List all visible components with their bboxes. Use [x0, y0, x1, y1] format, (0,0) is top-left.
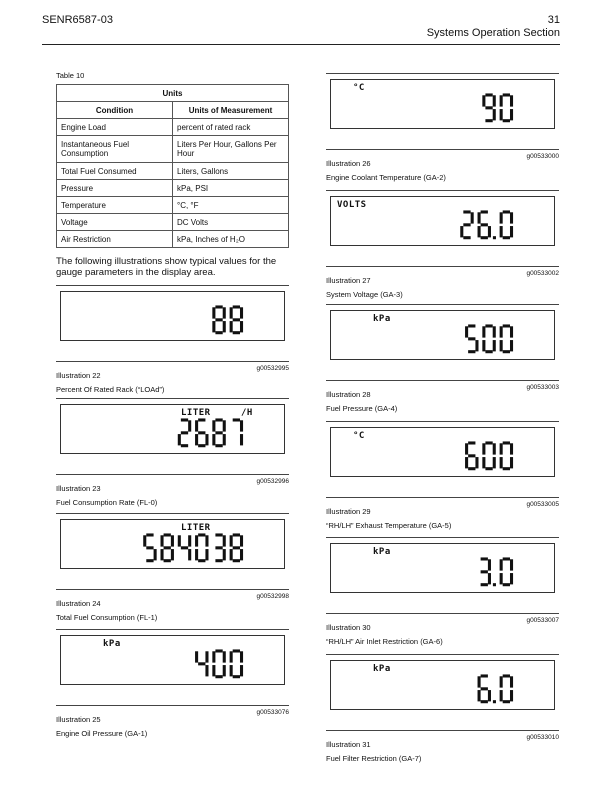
figure-rule [326, 613, 559, 614]
lcd-digit [212, 305, 225, 334]
lcd-digits [331, 661, 554, 709]
lcd-display [330, 196, 555, 246]
figure-rule [326, 149, 559, 150]
table-cell: Instantaneous Fuel Consumption [57, 136, 173, 163]
lcd-decimal-point [493, 236, 496, 239]
lcd-digit [500, 93, 513, 122]
illustration-title: Fuel Pressure (GA-4) [326, 404, 398, 413]
illustration-label: Illustration 24 [56, 599, 101, 608]
illustration-label: Illustration 26 [326, 159, 371, 168]
illustration-title: “RH/LH” Exhaust Temperature (GA-5) [326, 521, 452, 530]
graphic-code: g00532998 [256, 593, 289, 600]
lcd-display [330, 660, 555, 710]
table-row [57, 136, 289, 163]
table-cell: Air Restriction [57, 231, 173, 248]
table-cell: kPa, PSI [173, 180, 289, 197]
table-cell: Liters, Gallons [173, 163, 289, 180]
table-cell: DC Volts [173, 214, 289, 231]
table-row [57, 180, 289, 197]
header-right [427, 14, 560, 40]
graphic-code: g00533010 [526, 734, 559, 741]
figure-rule [56, 589, 289, 590]
lcd-digits [331, 80, 554, 128]
lcd-digit [465, 324, 478, 353]
illustration-label: Illustration 23 [56, 484, 101, 493]
illustration-label: Illustration 22 [56, 371, 101, 380]
graphic-code: g00533005 [526, 501, 559, 508]
figure-rule [326, 73, 559, 74]
figure-rule [326, 497, 559, 498]
lcd-digit [500, 557, 513, 586]
column-header: Condition [57, 102, 173, 119]
header-rule [42, 44, 560, 45]
lcd-digit [195, 533, 208, 562]
lcd-digit [195, 418, 208, 447]
figure-rule [326, 304, 559, 305]
figure-rule [326, 266, 559, 267]
graphic-code: g00532996 [256, 478, 289, 485]
table-title: Units [57, 85, 289, 102]
illustration-title: Total Fuel Consumption (FL-1) [56, 613, 158, 622]
illustration-title: Engine Oil Pressure (GA-1) [56, 729, 148, 738]
lcd-decimal-point [493, 700, 496, 703]
graphic-code: g00533003 [526, 384, 559, 391]
lcd-digit [230, 533, 243, 562]
lcd-unit-label: kPa [373, 664, 391, 674]
lcd-digit [482, 441, 495, 470]
figure-rule [326, 380, 559, 381]
lcd-digit [500, 210, 513, 239]
lcd-digit [482, 324, 495, 353]
lcd-display [330, 427, 555, 477]
figure-rule [56, 474, 289, 475]
section-title: Systems Operation Section [426, 27, 560, 39]
lcd-digit [482, 93, 495, 122]
units-table [56, 84, 289, 248]
lcd-decimal-point [493, 583, 496, 586]
figure-rule [326, 730, 559, 731]
lcd-digit [478, 674, 491, 703]
lcd-digits [331, 311, 554, 359]
illustration-label: Illustration 28 [326, 390, 371, 399]
column-header: Units of Measurement [173, 102, 289, 119]
illustration-label: Illustration 27 [326, 276, 371, 285]
figure-rule [326, 190, 559, 191]
graphic-code: g00533000 [526, 153, 559, 160]
table-cell: Total Fuel Consumed [57, 163, 173, 180]
lcd-digit [195, 651, 208, 676]
lcd-display [330, 543, 555, 593]
figure-rule [56, 285, 289, 286]
lcd-unit-label: kPa [373, 314, 391, 324]
lcd-digits [61, 292, 284, 340]
lcd-digit [233, 418, 243, 445]
table-cell: Voltage [57, 214, 173, 231]
lcd-unit-label: LITER [181, 523, 211, 533]
figure-rule [56, 398, 289, 399]
lcd-digit [212, 649, 225, 678]
lcd-digit [143, 533, 156, 562]
lcd-unit-label: kPa [373, 547, 391, 557]
table-cell: kPa, Inches of H₂O [173, 231, 289, 248]
lcd-digit [161, 533, 174, 562]
table-cell: percent of rated rack [173, 119, 289, 136]
lcd-display [330, 79, 555, 129]
table-row [57, 231, 289, 248]
lcd-digit [178, 535, 191, 560]
lcd-unit-label: VOLTS [337, 200, 367, 210]
page-number: 31 [547, 14, 560, 26]
lcd-unit-label: °C [353, 431, 365, 441]
graphic-code: g00533076 [256, 709, 289, 716]
table-row [57, 163, 289, 180]
figure-rule [326, 654, 559, 655]
lcd-display [60, 291, 285, 341]
table-row [57, 119, 289, 136]
illustration-title: “RH/LH” Air Inlet Restriction (GA-6) [326, 637, 443, 646]
lcd-digit [465, 441, 478, 470]
table-caption: Table 10 [56, 71, 85, 80]
table-cell: Temperature [57, 197, 173, 214]
lcd-display [60, 404, 285, 454]
lcd-digit [460, 210, 473, 239]
illustration-title: Engine Coolant Temperature (GA-2) [326, 173, 446, 182]
lcd-display [60, 635, 285, 685]
graphic-code: g00533007 [526, 617, 559, 624]
lcd-digit [215, 533, 225, 562]
figure-rule [56, 629, 289, 630]
illustration-label: Illustration 31 [326, 740, 371, 749]
lcd-digit [500, 324, 513, 353]
lcd-digits [61, 636, 284, 684]
lcd-digit [230, 305, 243, 334]
lcd-digit [212, 418, 225, 447]
figure-rule [56, 513, 289, 514]
illustration-label: Illustration 29 [326, 507, 371, 516]
lcd-unit-label: °C [353, 83, 365, 93]
table-cell: °C, °F [173, 197, 289, 214]
lcd-display [330, 310, 555, 360]
graphic-code: g00533002 [526, 270, 559, 277]
lcd-digits [61, 520, 284, 568]
document-id: SENR6587-03 [42, 14, 113, 26]
figure-rule [56, 361, 289, 362]
lcd-unit-suffix: /H [241, 408, 253, 418]
figure-rule [326, 537, 559, 538]
lcd-digit [500, 441, 513, 470]
table-row [57, 197, 289, 214]
illustration-title: System Voltage (GA-3) [326, 290, 403, 299]
illustration-title: Fuel Consumption Rate (FL-0) [56, 498, 158, 507]
lcd-digit [500, 674, 513, 703]
lcd-unit-label: kPa [103, 639, 121, 649]
table-row [57, 214, 289, 231]
lcd-digits [331, 428, 554, 476]
figure-rule [56, 705, 289, 706]
lcd-digits [331, 197, 554, 245]
table-cell: Pressure [57, 180, 173, 197]
figure-rule [326, 421, 559, 422]
lcd-display [60, 519, 285, 569]
lcd-digits [331, 544, 554, 592]
illustration-title: Fuel Filter Restriction (GA-7) [326, 754, 422, 763]
intro-paragraph: The following illustrations show typical values for the gauge parameters in the display area. [56, 256, 277, 278]
table-cell: Liters Per Hour, Gallons Per Hour [173, 136, 289, 163]
graphic-code: g00532995 [256, 365, 289, 372]
lcd-digit [481, 557, 491, 586]
table-cell: Engine Load [57, 119, 173, 136]
lcd-digit [478, 210, 491, 239]
lcd-digit [230, 649, 243, 678]
lcd-digit [178, 418, 191, 447]
illustration-label: Illustration 25 [56, 715, 101, 724]
illustration-title: Percent Of Rated Rack (“LOAd”) [56, 385, 165, 394]
lcd-unit-label: LITER [181, 408, 211, 418]
illustration-label: Illustration 30 [326, 623, 371, 632]
lcd-digits [61, 405, 284, 453]
